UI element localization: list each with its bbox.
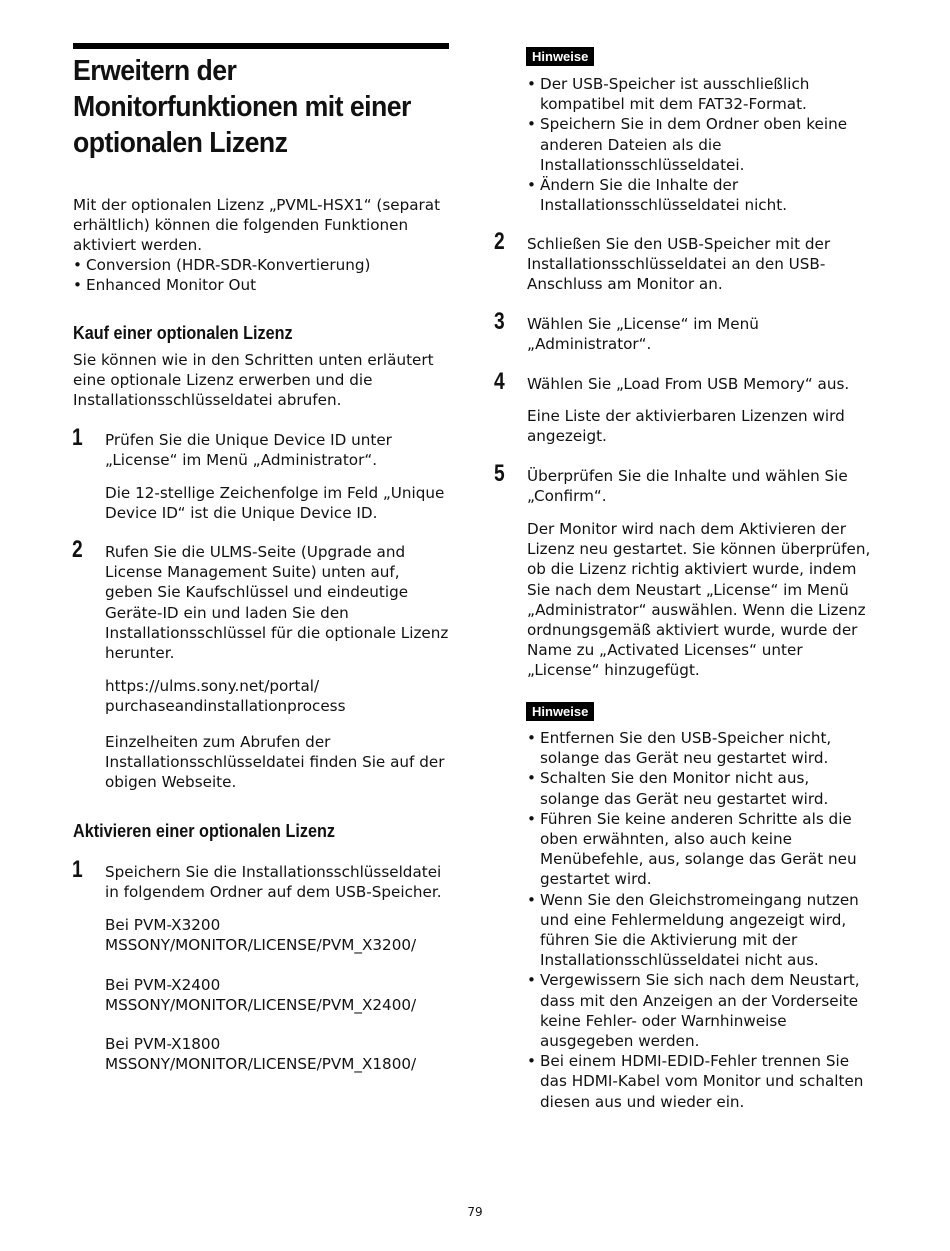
list-item: • Bei einem HDMI-EDID-Fehler trennen Sie das HDMI-Kabel vom Monitor und schalten diesen aus und wieder ein. bbox=[527, 1051, 872, 1112]
intro-text: Mit der optionalen Lizenz „PVML-HSX1“ (separat erhältlich) können die folgenden Funktionen aktiviert werden. bbox=[73, 196, 441, 255]
step-note: Einzelheiten zum Abrufen der Installationsschlüsseldatei finden Sie auf der obigen Webseite. bbox=[105, 733, 445, 792]
intro-list bbox=[73, 255, 451, 295]
list-item: • Der USB-Speicher ist ausschließlich kompatibel mit dem FAT32-Format. bbox=[527, 74, 872, 114]
list-item: • Vergewissern Sie sich nach dem Neustart, dass mit den Anzeigen an der Vorderseite keine Fehler- oder Warnhinweise ausgegeben werden. bbox=[527, 970, 872, 1051]
model-label: Bei PVM-X2400 bbox=[105, 976, 221, 994]
notes-list bbox=[527, 74, 872, 215]
step-text: Wählen Sie „License“ im Menü „Administrator“. bbox=[527, 315, 759, 354]
step-text: Schließen Sie den USB-Speicher mit der Installationsschlüsseldatei an den USB-Anschluss am Monitor an. bbox=[527, 235, 831, 294]
step-note: Die 12-stellige Zeichenfolge im Feld „Unique Device ID“ ist die Unique Device ID. bbox=[105, 484, 445, 523]
list-item: • Speichern Sie in dem Ordner oben keine anderen Dateien als die Installationsschlüsseldatei. bbox=[527, 114, 872, 175]
title-rule bbox=[73, 43, 449, 49]
list-item: • Enhanced Monitor Out bbox=[73, 275, 451, 295]
list-item: • Ändern Sie die Inhalte der Installationsschlüsseldatei nicht. bbox=[527, 175, 872, 215]
step-text: Prüfen Sie die Unique Device ID unter „License“ im Menü „Administrator“. bbox=[105, 431, 392, 470]
step-number: 5 bbox=[494, 460, 505, 487]
step-number: 1 bbox=[72, 856, 83, 883]
notes-list bbox=[527, 728, 872, 1112]
model-label: Bei PVM-X1800 bbox=[105, 1035, 221, 1053]
folder-path: MSSONY/MONITOR/LICENSE/PVM_X2400/ bbox=[105, 996, 417, 1014]
step-text: Wählen Sie „Load From USB Memory“ aus. bbox=[527, 375, 850, 393]
purchase-text: Sie können wie in den Schritten unten erläutert eine optionale Lizenz erwerben und die Installationsschlüsseldatei abrufen. bbox=[73, 351, 434, 410]
step-text: Speichern Sie die Installationsschlüsseldatei in folgendem Ordner auf dem USB-Speicher. bbox=[105, 863, 442, 902]
list-item: • Conversion (HDR-SDR-Konvertierung) bbox=[73, 255, 451, 275]
model-label: Bei PVM-X3200 bbox=[105, 916, 221, 934]
step-text: Rufen Sie die ULMS-Seite (Upgrade and License Management Suite) unten auf, geben Sie Kaufschlüssel und eindeutige Geräte-ID ein und laden Sie den Installationsschlüssel für die optionale Lizenz herunter. bbox=[105, 543, 449, 663]
step-note: Der Monitor wird nach dem Aktivieren der Lizenz neu gestartet. Sie können überprüfen, ob die Lizenz richtig aktiviert wurde, indem Sie nach dem Neustart „License“ im Menü „Administrator“ auswählen. Wenn die Lizenz ordnungsgemäß aktiviert wurde, wurde der Name zu „Activated Licenses“ unter „License“ hinzugefügt. bbox=[527, 520, 871, 680]
activate-heading: Aktivieren einer optionalen Lizenz bbox=[73, 821, 335, 841]
purchase-heading: Kauf einer optionalen Lizenz bbox=[73, 323, 293, 343]
step-number: 1 bbox=[72, 424, 83, 451]
list-item: • Führen Sie keine anderen Schritte als die oben erwähnten, also auch keine Menübefehle, aus, solange das Gerät neu gestartet wird. bbox=[527, 809, 872, 890]
step-number: 4 bbox=[494, 368, 505, 395]
folder-path: MSSONY/MONITOR/LICENSE/PVM_X3200/ bbox=[105, 936, 417, 954]
list-item: • Schalten Sie den Monitor nicht aus, solange das Gerät neu gestartet wird. bbox=[527, 768, 872, 808]
page-number: 79 bbox=[467, 1205, 483, 1219]
step-number: 2 bbox=[494, 228, 505, 255]
step-text: Überprüfen Sie die Inhalte und wählen Sie „Confirm“. bbox=[527, 467, 848, 506]
step-note: Eine Liste der aktivierbaren Lizenzen wird angezeigt. bbox=[527, 407, 845, 446]
folder-path: MSSONY/MONITOR/LICENSE/PVM_X1800/ bbox=[105, 1055, 417, 1073]
notes-badge: Hinweise bbox=[526, 47, 594, 66]
notes-badge: Hinweise bbox=[526, 702, 594, 721]
step-number: 2 bbox=[72, 536, 83, 563]
list-item: • Entfernen Sie den USB-Speicher nicht, solange das Gerät neu gestartet wird. bbox=[527, 728, 872, 768]
list-item: • Wenn Sie den Gleichstromeingang nutzen und eine Fehlermeldung angezeigt wird, führen Sie die Aktivierung mit der Installationsschlüsseldatei nicht aus. bbox=[527, 890, 872, 971]
step-number: 3 bbox=[494, 308, 505, 335]
ulms-url: https://ulms.sony.net/portal/ purchaseandinstallationprocess bbox=[105, 677, 346, 716]
page-title: Erweitern der Monitorfunktionen mit einer optionalen Lizenz bbox=[73, 55, 411, 159]
